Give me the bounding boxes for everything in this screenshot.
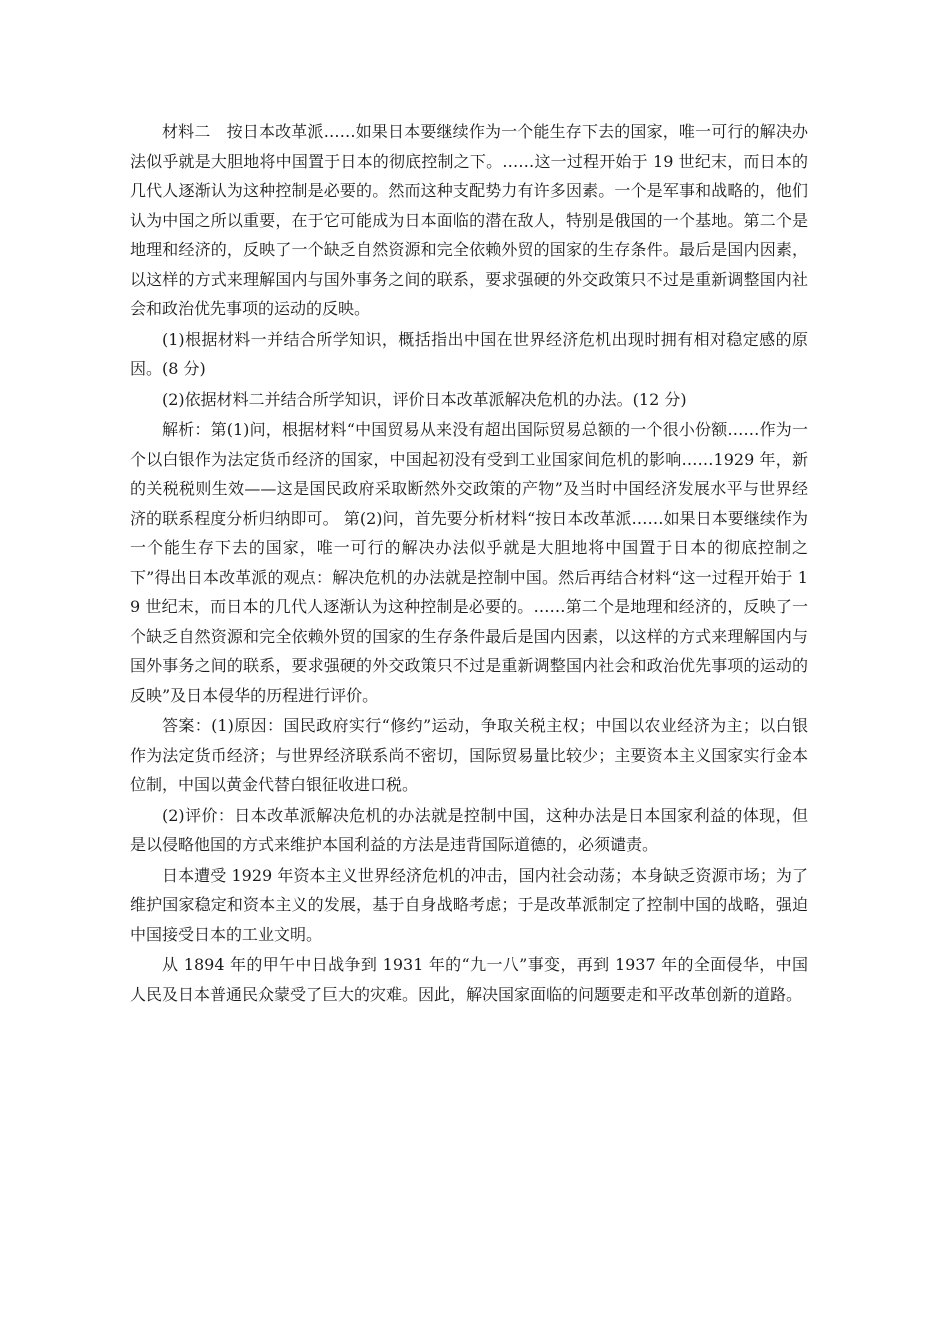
document-body — [130, 117, 808, 1010]
answer-two-paragraph: (2)评价：日本改革派解决危机的办法就是控制中国，这种办法是日本国家利益的体现，但是以侵略他国的方式来维护本国利益的方法是违背国际道德的，必须谴责。 — [130, 805, 808, 854]
question-one: (1)根据材料一并结合所学知识，概括指出中国在世界经济危机出现时拥有相对稳定感的原因。(8 分) — [130, 329, 808, 378]
answer-one-paragraph: 答案：(1)原因：国民政府实行“修约”运动，争取关税主权；中国以农业经济为主；以白银作为法定货币经济；与世界经济联系尚不密切，国际贸易量比较少；主要资本主义国家实行金本位制，中国以黄金代替白银征收进口税。 — [130, 716, 808, 794]
question-two: (2)依据材料二并结合所学知识，评价日本改革派解决危机的办法。(12 分) — [162, 389, 687, 409]
material-two-paragraph: 材料二 按日本改革派……如果日本要继续作为一个能生存下去的国家，唯一可行的解决办法似乎就是大胆地将中国置于日本的彻底控制之下。……这一过程开始于 19 世纪末，而日本的几代人逐渐认为这种控制是必要的。然而这种支配势力有许多因素。一个是军事和战略的，他们认为中国之所以重要，在于它可能成为日本面临的潜在敌人，特别是俄国的一个基地。第二个是地理和经济的，反映了一个缺乏自然资源和完全依赖外贸的国家的生存条件。最后是国内因素，以这样的方式来理解国内与国外事务之间的联系，要求强硬的外交政策只不过是重新调整国内社会和政治优先事项的运动的反映。 — [130, 122, 808, 318]
answer-background-paragraph: 日本遭受 1929 年资本主义世界经济危机的冲击，国内社会动荡；本身缺乏资源市场；为了维护国家稳定和资本主义的发展，基于自身战略考虑；于是改革派制定了控制中国的战略，强迫中国接受日本的工业文明。 — [130, 865, 808, 944]
answer-conclusion-paragraph: 从 1894 年的甲午中日战争到 1931 年的“九一八”事变，再到 1937 年的全面侵华，中国人民及日本普通民众蒙受了巨大的灾难。因此，解决国家面临的问题要走和平改革创新的道路。 — [130, 955, 808, 1004]
analysis-paragraph: 解析：第(1)问，根据材料“中国贸易从来没有超出国际贸易总额的一个很小份额……作为一个以白银作为法定货币经济的国家，中国起初没有受到工业国家间危机的影响……1929 年，新的关税税则生效——这是国民政府采取断然外交政策的产物”及当时中国经济发展水平与世界经济的联系程度分析归纳即可。 第(2)问，首先要分析材料“按日本改革派……如果日本要继续作为一个能生存下去的国家，唯一可行的解决办法似乎就是大胆地将中国置于日本的彻底控制之下”得出日本改革派的观点：解决危机的办法就是控制中国。然后再结合材料“这一过程开始于 19 世纪末，而日本的几代人逐渐认为这种控制是必要的。……第二个是地理和经济的，反映了一个缺乏自然资源和完全依赖外贸的国家的生存条件最后是国内因素，以这样的方式来理解国内与国外事务之间的联系，要求强硬的外交政策只不过是重新调整国内社会和政治优先事项的运动的反映”及日本侵华的历程进行评价。 — [130, 420, 808, 705]
